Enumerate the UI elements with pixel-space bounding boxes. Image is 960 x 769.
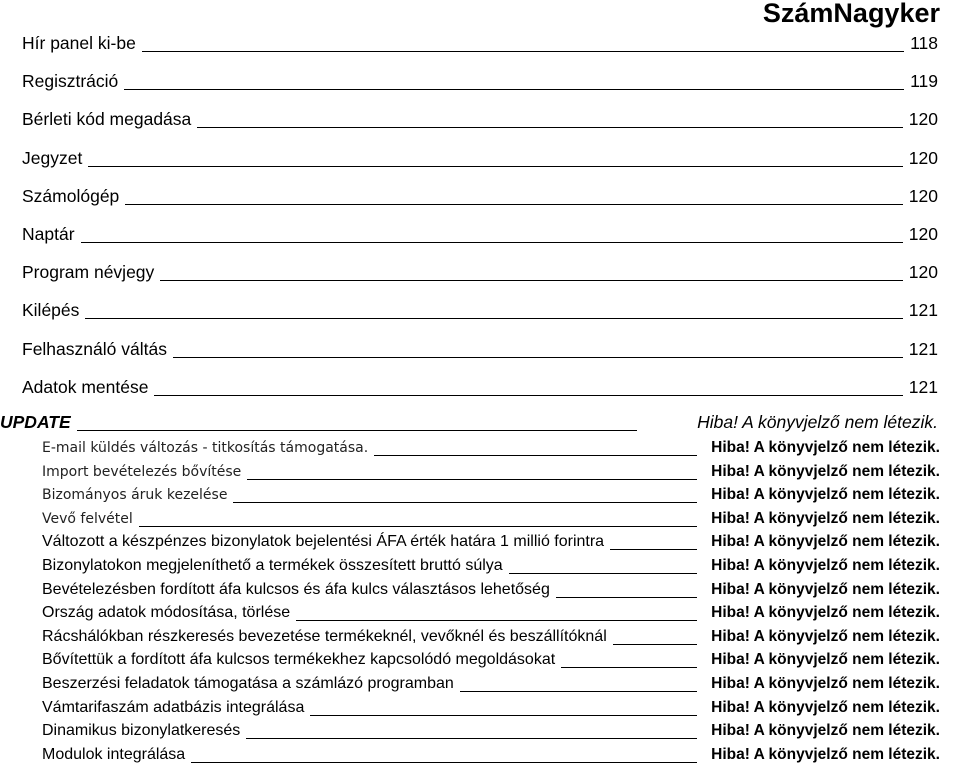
toc-entry[interactable] — [0, 602, 960, 624]
toc-entry-page: Hiba! A könyvjelző nem létezik. — [711, 745, 940, 763]
toc-entry-page: 120 — [908, 262, 938, 283]
toc-entry-title: Számológép — [22, 185, 120, 206]
toc-leader-line — [191, 761, 697, 763]
toc-entry-title: Regisztráció — [22, 71, 119, 92]
toc-entry-page: Hiba! A könyvjelző nem létezik. — [711, 675, 940, 692]
toc-leader-line — [233, 501, 697, 503]
toc-leader-line — [154, 394, 902, 396]
toc-leader-line — [509, 572, 697, 574]
toc-leader-line — [556, 596, 697, 598]
toc-entry[interactable] — [0, 375, 960, 399]
toc-entry-title: Ország adatok módosítása, törlése — [42, 604, 291, 622]
toc-entry-title: Import bevételezés bővítése — [42, 463, 242, 480]
toc-entry[interactable] — [0, 744, 960, 766]
toc-entry-page: Hiba! A könyvjelző nem létezik. — [711, 486, 940, 504]
toc-leader-line — [561, 666, 697, 668]
toc-entry-title: Bérleti kód megadása — [22, 109, 192, 130]
toc-entry[interactable] — [0, 626, 960, 648]
toc-entry[interactable] — [0, 649, 960, 671]
toc-entry-page: Hiba! A könyvjelző nem létezik. — [711, 557, 940, 574]
toc-entry-title: Adatok mentése — [22, 376, 149, 397]
toc-entry[interactable] — [0, 260, 960, 284]
toc-entry-page: 120 — [908, 147, 938, 168]
toc-entry-title: Változott a készpénzes bizonylatok bejelentési ÁFA érték határa 1 millió forintra — [42, 533, 605, 551]
toc-entry-title: Bővítettük a fordított áfa kulcsos termékekhez kapcsolódó megoldásokat — [42, 651, 556, 669]
toc-leader-line — [88, 165, 902, 167]
toc-entry[interactable] — [0, 337, 960, 361]
toc-entry-page: Hiba! A könyvjelző nem létezik. — [711, 698, 940, 716]
toc-entry-title: Rácshálókban részkeresés bevezetése termékeknél, vevőknél és beszállítóknál — [42, 627, 607, 645]
toc-entry[interactable] — [0, 31, 960, 55]
toc-leader-line — [160, 279, 903, 281]
toc-entry-page: Hiba! A könyvjelző nem létezik. — [697, 412, 938, 432]
toc-entry-title: Vámtarifaszám adatbázis integrálása — [42, 698, 305, 716]
toc-entry[interactable] — [0, 555, 960, 577]
toc-entry-page: Hiba! A könyvjelző nem létezik. — [711, 604, 940, 622]
toc-entry-page: 120 — [908, 185, 938, 206]
toc-entry[interactable] — [0, 484, 960, 506]
toc-leader-line — [460, 690, 697, 692]
toc-entry-page: 120 — [908, 109, 938, 130]
toc-entry-title: Modulok integrálása — [42, 745, 186, 763]
toc-entry-title: Dinamikus bizonylatkeresés — [42, 722, 241, 740]
toc-entry[interactable] — [0, 673, 960, 695]
toc-entry-page: 119 — [910, 71, 938, 92]
toc-entry[interactable] — [0, 579, 960, 601]
toc-leader-line — [124, 88, 904, 90]
toc-entry-title: Naptár — [22, 224, 75, 244]
toc-leader-line — [139, 525, 697, 527]
toc-leader-line — [85, 317, 902, 319]
toc-leader-line — [610, 548, 697, 550]
toc-entry[interactable] — [0, 298, 960, 322]
toc-leader-line — [197, 126, 903, 128]
toc-entry-title: Program névjegy — [22, 262, 155, 283]
toc-entry-page: 121 — [908, 300, 938, 321]
toc-entry-title: Vevő felvétel — [42, 510, 133, 527]
toc-entry-page: Hiba! A könyvjelző nem létezik. — [711, 509, 940, 527]
brand-title: SzámNagyker — [762, 0, 940, 28]
toc-entry[interactable] — [0, 461, 960, 483]
toc-leader-line — [613, 643, 697, 645]
toc-entry-title: Bizományos áruk kezelése — [42, 487, 228, 504]
toc-entry-page: Hiba! A könyvjelző nem létezik. — [711, 462, 940, 480]
toc-leader-line — [125, 203, 903, 205]
toc-entry-page: Hiba! A könyvjelző nem létezik. — [711, 533, 940, 551]
toc-leader-line — [142, 50, 904, 52]
toc-leader-line — [310, 714, 697, 716]
toc-entry[interactable] — [0, 508, 960, 530]
toc-entry[interactable] — [0, 107, 960, 131]
toc-leader-line — [173, 356, 903, 358]
toc-entry-page: Hiba! A könyvjelző nem létezik. — [711, 627, 940, 645]
toc-entry-page: 118 — [910, 33, 938, 53]
toc-entry-title: Bevételezésben fordított áfa kulcsos és áfa kulcs választásos lehetőség — [42, 580, 550, 598]
toc-leader-line — [81, 241, 903, 243]
toc-entry[interactable] — [0, 531, 960, 553]
toc-entry-title: Jegyzet — [22, 147, 83, 168]
toc-leader-line — [246, 737, 697, 739]
toc-entry-page: 121 — [908, 376, 938, 397]
toc-entry[interactable] — [0, 146, 960, 170]
toc-entry-title: Beszerzési feladatok támogatása a számlázó programban — [42, 675, 454, 692]
toc-entry-title: Hír panel ki-be — [22, 33, 136, 53]
toc-entry-title: E-mail küldés változás - titkosítás támogatása. — [42, 440, 369, 456]
toc-entry-page: 120 — [908, 224, 938, 244]
toc-leader-line — [77, 429, 637, 431]
toc-entry[interactable] — [0, 720, 960, 742]
toc-leader-line — [296, 619, 697, 621]
toc-entry[interactable] — [0, 697, 960, 719]
toc-entry-page: Hiba! A könyvjelző nem létezik. — [711, 439, 940, 456]
toc-entry[interactable] — [0, 69, 960, 93]
toc-entry-page: 121 — [908, 338, 938, 359]
toc-entry-title: Bizonylatokon megjeleníthető a termékek összesített bruttó súlya — [42, 557, 503, 574]
toc-entry-page: Hiba! A könyvjelző nem létezik. — [711, 722, 940, 740]
toc-entry[interactable] — [0, 410, 960, 434]
toc-entry-page: Hiba! A könyvjelző nem létezik. — [711, 651, 940, 669]
toc-entry[interactable] — [0, 222, 960, 246]
toc-leader-line — [247, 478, 697, 480]
toc-entry-page: Hiba! A könyvjelző nem létezik. — [711, 580, 940, 598]
toc-entry[interactable] — [0, 437, 960, 459]
toc-leader-line — [374, 454, 697, 456]
toc-entry-title: Felhasználó váltás — [22, 338, 167, 359]
toc-entry[interactable] — [0, 184, 960, 208]
toc-entry-title: UPDATE — [0, 412, 71, 432]
toc-entry-title: Kilépés — [22, 300, 80, 321]
